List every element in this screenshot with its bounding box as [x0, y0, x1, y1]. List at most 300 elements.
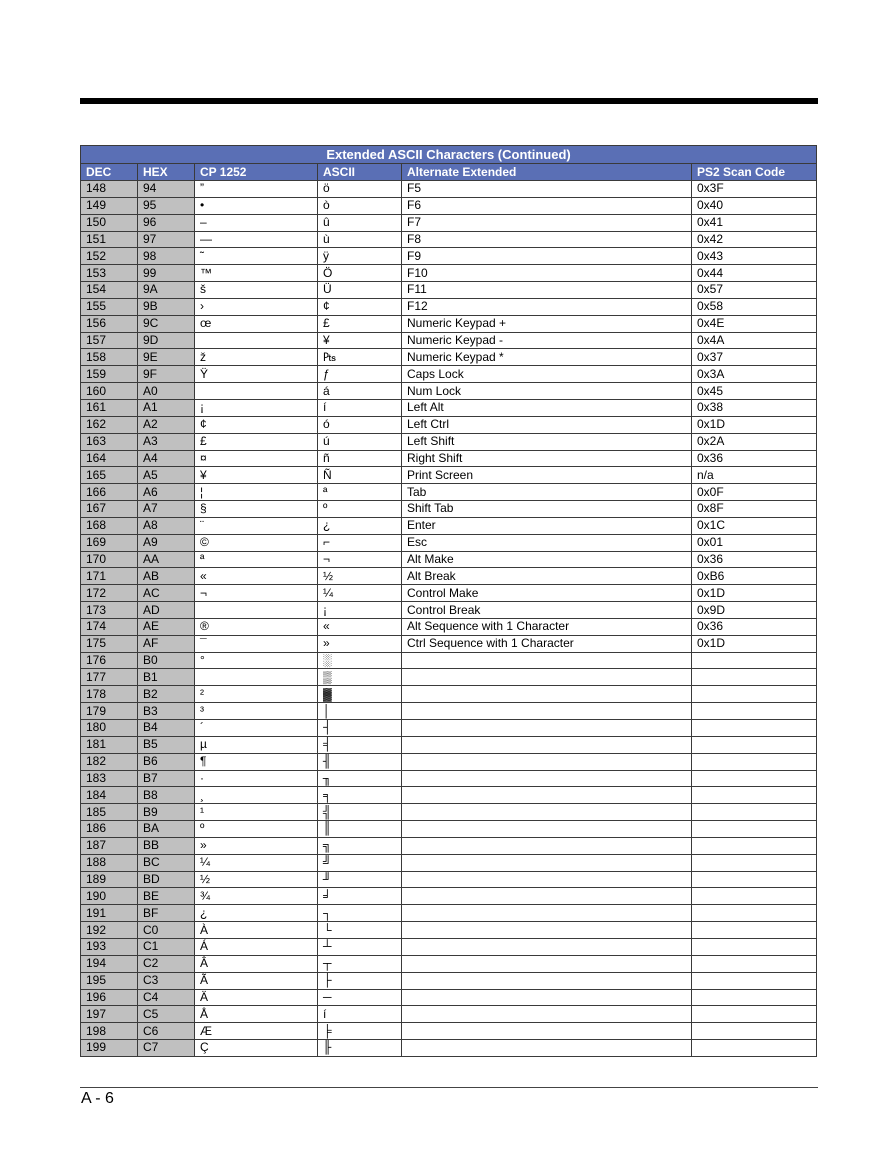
- table-row: [81, 383, 817, 400]
- cell-cp1252: [195, 602, 318, 619]
- cell-ps2-scan-code: 0x43: [692, 248, 817, 265]
- cell-cp1252: š: [195, 282, 318, 299]
- table-row: [81, 248, 817, 265]
- cell-alternate-extended: [402, 972, 692, 989]
- table-row: [81, 922, 817, 939]
- cell-hex: A3: [138, 433, 195, 450]
- cell-cp1252: ¸: [195, 787, 318, 804]
- cell-cp1252: Æ: [195, 1023, 318, 1040]
- cell-ascii: ╖: [318, 770, 402, 787]
- cell-cp1252: ¶: [195, 753, 318, 770]
- cell-ps2-scan-code: 0x2A: [692, 433, 817, 450]
- cell-ps2-scan-code: 0x36: [692, 618, 817, 635]
- cell-alternate-extended: Control Make: [402, 585, 692, 602]
- cell-cp1252: Ç: [195, 1040, 318, 1057]
- cell-ascii: ¢: [318, 298, 402, 315]
- cell-ascii: ó: [318, 416, 402, 433]
- cell-hex: BA: [138, 821, 195, 838]
- cell-alternate-extended: [402, 1023, 692, 1040]
- cell-hex: B3: [138, 703, 195, 720]
- cell-hex: AF: [138, 635, 195, 652]
- table-title: Extended ASCII Characters (Continued): [81, 146, 817, 164]
- table-row: [81, 568, 817, 585]
- cell-alternate-extended: Control Break: [402, 602, 692, 619]
- table-row: [81, 534, 817, 551]
- cell-dec: 188: [81, 854, 138, 871]
- cell-alternate-extended: [402, 871, 692, 888]
- cell-ps2-scan-code: [692, 938, 817, 955]
- cell-ascii: í: [318, 1006, 402, 1023]
- cell-dec: 189: [81, 871, 138, 888]
- table-row: [81, 669, 817, 686]
- table-row: [81, 905, 817, 922]
- cell-alternate-extended: [402, 787, 692, 804]
- cell-alternate-extended: Ctrl Sequence with 1 Character: [402, 635, 692, 652]
- cell-ps2-scan-code: 0x45: [692, 383, 817, 400]
- cell-hex: AA: [138, 551, 195, 568]
- cell-ps2-scan-code: 0x8F: [692, 501, 817, 518]
- cell-cp1252: ›: [195, 298, 318, 315]
- cell-hex: C3: [138, 972, 195, 989]
- cell-ascii: Ü: [318, 282, 402, 299]
- cell-alternate-extended: Left Ctrl: [402, 416, 692, 433]
- cell-cp1252: ¹: [195, 804, 318, 821]
- cell-ascii: ╝: [318, 854, 402, 871]
- cell-hex: B4: [138, 720, 195, 737]
- cell-cp1252: —: [195, 231, 318, 248]
- table-row: [81, 989, 817, 1006]
- table-row: [81, 399, 817, 416]
- cell-hex: AE: [138, 618, 195, 635]
- cell-dec: 172: [81, 585, 138, 602]
- cell-dec: 196: [81, 989, 138, 1006]
- cell-ps2-scan-code: 0x1C: [692, 517, 817, 534]
- cell-hex: 99: [138, 265, 195, 282]
- cell-ascii: ¼: [318, 585, 402, 602]
- cell-ascii: ╢: [318, 753, 402, 770]
- cell-ps2-scan-code: [692, 804, 817, 821]
- table-row: [81, 686, 817, 703]
- cell-ps2-scan-code: [692, 703, 817, 720]
- cell-cp1252: ¢: [195, 416, 318, 433]
- cell-cp1252: ²: [195, 686, 318, 703]
- cell-cp1252: ·: [195, 770, 318, 787]
- cell-alternate-extended: [402, 669, 692, 686]
- cell-hex: C7: [138, 1040, 195, 1057]
- cell-dec: 179: [81, 703, 138, 720]
- cell-dec: 151: [81, 231, 138, 248]
- cell-dec: 190: [81, 888, 138, 905]
- cell-hex: 9C: [138, 315, 195, 332]
- cell-ps2-scan-code: [692, 854, 817, 871]
- cell-ps2-scan-code: [692, 905, 817, 922]
- cell-cp1252: ˜: [195, 248, 318, 265]
- table-row: [81, 197, 817, 214]
- cell-ascii: ¡: [318, 602, 402, 619]
- cell-dec: 187: [81, 837, 138, 854]
- table-row: [81, 231, 817, 248]
- table-header-row: [81, 164, 817, 181]
- column-header-alternate-extended: Alternate Extended: [402, 164, 692, 181]
- cell-dec: 155: [81, 298, 138, 315]
- table-row: [81, 821, 817, 838]
- cell-cp1252: ´: [195, 720, 318, 737]
- cell-ps2-scan-code: 0x44: [692, 265, 817, 282]
- table-row: [81, 349, 817, 366]
- table-row: [81, 332, 817, 349]
- cell-dec: 171: [81, 568, 138, 585]
- table-row: [81, 837, 817, 854]
- cell-ascii: ½: [318, 568, 402, 585]
- cell-alternate-extended: Left Shift: [402, 433, 692, 450]
- cell-cp1252: »: [195, 837, 318, 854]
- cell-ps2-scan-code: [692, 922, 817, 939]
- cell-dec: 149: [81, 197, 138, 214]
- cell-ascii: ░: [318, 652, 402, 669]
- cell-dec: 194: [81, 955, 138, 972]
- cell-hex: A2: [138, 416, 195, 433]
- cell-dec: 199: [81, 1040, 138, 1057]
- cell-ps2-scan-code: [692, 955, 817, 972]
- cell-hex: C4: [138, 989, 195, 1006]
- column-header-hex: HEX: [138, 164, 195, 181]
- cell-ps2-scan-code: [692, 736, 817, 753]
- cell-dec: 193: [81, 938, 138, 955]
- column-header-ascii: ASCII: [318, 164, 402, 181]
- cell-ps2-scan-code: [692, 1040, 817, 1057]
- cell-alternate-extended: Tab: [402, 484, 692, 501]
- cell-dec: 197: [81, 1006, 138, 1023]
- cell-dec: 186: [81, 821, 138, 838]
- cell-alternate-extended: Num Lock: [402, 383, 692, 400]
- table-row: [81, 770, 817, 787]
- cell-cp1252: ž: [195, 349, 318, 366]
- cell-ps2-scan-code: [692, 753, 817, 770]
- cell-hex: 96: [138, 214, 195, 231]
- cell-ps2-scan-code: [692, 720, 817, 737]
- cell-cp1252: Ä: [195, 989, 318, 1006]
- cell-ascii: »: [318, 635, 402, 652]
- cell-hex: AB: [138, 568, 195, 585]
- cell-alternate-extended: [402, 804, 692, 821]
- cell-dec: 175: [81, 635, 138, 652]
- cell-cp1252: ¾: [195, 888, 318, 905]
- cell-cp1252: Å: [195, 1006, 318, 1023]
- cell-ascii: ¬: [318, 551, 402, 568]
- cell-dec: 154: [81, 282, 138, 299]
- cell-hex: B5: [138, 736, 195, 753]
- cell-ascii: Ö: [318, 265, 402, 282]
- cell-hex: C5: [138, 1006, 195, 1023]
- cell-hex: A5: [138, 467, 195, 484]
- cell-ps2-scan-code: 0x1D: [692, 585, 817, 602]
- cell-dec: 169: [81, 534, 138, 551]
- cell-ascii: ƒ: [318, 366, 402, 383]
- cell-alternate-extended: Left Alt: [402, 399, 692, 416]
- cell-dec: 180: [81, 720, 138, 737]
- table-row: [81, 517, 817, 534]
- cell-alternate-extended: Print Screen: [402, 467, 692, 484]
- cell-alternate-extended: Alt Sequence with 1 Character: [402, 618, 692, 635]
- table-row: [81, 298, 817, 315]
- cell-ps2-scan-code: [692, 837, 817, 854]
- cell-cp1252: °: [195, 652, 318, 669]
- cell-alternate-extended: [402, 686, 692, 703]
- cell-ps2-scan-code: [692, 1023, 817, 1040]
- cell-ps2-scan-code: 0x0F: [692, 484, 817, 501]
- table-row: [81, 1023, 817, 1040]
- cell-cp1252: £: [195, 433, 318, 450]
- cell-ascii: º: [318, 501, 402, 518]
- cell-dec: 192: [81, 922, 138, 939]
- cell-hex: A7: [138, 501, 195, 518]
- cell-cp1252: ¬: [195, 585, 318, 602]
- cell-ascii: ú: [318, 433, 402, 450]
- table-body: [81, 181, 817, 1057]
- cell-ps2-scan-code: 0x42: [692, 231, 817, 248]
- table-row: [81, 938, 817, 955]
- cell-ascii: Ñ: [318, 467, 402, 484]
- table-row: [81, 416, 817, 433]
- cell-alternate-extended: Shift Tab: [402, 501, 692, 518]
- cell-hex: B8: [138, 787, 195, 804]
- cell-ascii: ─: [318, 989, 402, 1006]
- table-row: [81, 888, 817, 905]
- cell-hex: B2: [138, 686, 195, 703]
- table-row: [81, 720, 817, 737]
- cell-cp1252: Â: [195, 955, 318, 972]
- cell-ps2-scan-code: 0x40: [692, 197, 817, 214]
- cell-hex: A1: [138, 399, 195, 416]
- cell-ps2-scan-code: 0x38: [692, 399, 817, 416]
- cell-dec: 198: [81, 1023, 138, 1040]
- cell-dec: 160: [81, 383, 138, 400]
- cell-ascii: ñ: [318, 450, 402, 467]
- table-row: [81, 753, 817, 770]
- cell-ps2-scan-code: [692, 972, 817, 989]
- table-row: [81, 618, 817, 635]
- cell-ps2-scan-code: 0x57: [692, 282, 817, 299]
- cell-ascii: └: [318, 922, 402, 939]
- cell-dec: 162: [81, 416, 138, 433]
- cell-ascii: ┤: [318, 720, 402, 737]
- cell-ascii: ¥: [318, 332, 402, 349]
- page-number: A - 6: [81, 1090, 114, 1107]
- table-row: [81, 501, 817, 518]
- cell-dec: 161: [81, 399, 138, 416]
- cell-cp1252: ¥: [195, 467, 318, 484]
- cell-alternate-extended: Alt Make: [402, 551, 692, 568]
- table-row: [81, 635, 817, 652]
- cell-alternate-extended: [402, 922, 692, 939]
- cell-dec: 159: [81, 366, 138, 383]
- cell-ps2-scan-code: 0x36: [692, 450, 817, 467]
- cell-dec: 195: [81, 972, 138, 989]
- cell-dec: 177: [81, 669, 138, 686]
- cell-cp1252: µ: [195, 736, 318, 753]
- cell-cp1252: ½: [195, 871, 318, 888]
- cell-ascii: ⌐: [318, 534, 402, 551]
- table-row: [81, 433, 817, 450]
- cell-hex: A4: [138, 450, 195, 467]
- cell-cp1252: [195, 383, 318, 400]
- cell-ascii: í: [318, 399, 402, 416]
- table-row: [81, 366, 817, 383]
- cell-cp1252: [195, 332, 318, 349]
- cell-alternate-extended: [402, 770, 692, 787]
- cell-ps2-scan-code: 0x37: [692, 349, 817, 366]
- cell-alternate-extended: [402, 821, 692, 838]
- cell-cp1252: ¨: [195, 517, 318, 534]
- cell-hex: 94: [138, 181, 195, 198]
- column-header-cp1252: CP 1252: [195, 164, 318, 181]
- table-row: [81, 450, 817, 467]
- cell-alternate-extended: Caps Lock: [402, 366, 692, 383]
- cell-cp1252: ¿: [195, 905, 318, 922]
- cell-ascii: ├: [318, 972, 402, 989]
- cell-dec: 185: [81, 804, 138, 821]
- cell-ascii: ¿: [318, 517, 402, 534]
- cell-alternate-extended: F8: [402, 231, 692, 248]
- cell-ps2-scan-code: 0xB6: [692, 568, 817, 585]
- cell-hex: C1: [138, 938, 195, 955]
- cell-ps2-scan-code: 0x3F: [692, 181, 817, 198]
- cell-dec: 165: [81, 467, 138, 484]
- cell-dec: 182: [81, 753, 138, 770]
- table-row: [81, 551, 817, 568]
- cell-dec: 184: [81, 787, 138, 804]
- cell-cp1252: •: [195, 197, 318, 214]
- table-row: [81, 703, 817, 720]
- table-row: [81, 804, 817, 821]
- cell-ascii: ▒: [318, 669, 402, 686]
- cell-ascii: ║: [318, 821, 402, 838]
- cell-alternate-extended: [402, 837, 692, 854]
- cell-cp1252: ©: [195, 534, 318, 551]
- cell-alternate-extended: Alt Break: [402, 568, 692, 585]
- cell-alternate-extended: [402, 1040, 692, 1057]
- cell-ps2-scan-code: [692, 1006, 817, 1023]
- cell-ascii: ▓: [318, 686, 402, 703]
- cell-cp1252: ™: [195, 265, 318, 282]
- column-header-ps2-scan-code: PS2 Scan Code: [692, 164, 817, 181]
- cell-ascii: ù: [318, 231, 402, 248]
- cell-ps2-scan-code: [692, 770, 817, 787]
- cell-hex: B6: [138, 753, 195, 770]
- cell-ps2-scan-code: 0x4A: [692, 332, 817, 349]
- table-row: [81, 265, 817, 282]
- cell-ascii: ╟: [318, 1040, 402, 1057]
- cell-alternate-extended: [402, 955, 692, 972]
- cell-ps2-scan-code: [692, 989, 817, 1006]
- cell-ps2-scan-code: 0x9D: [692, 602, 817, 619]
- cell-alternate-extended: [402, 703, 692, 720]
- cell-hex: B9: [138, 804, 195, 821]
- cell-dec: 148: [81, 181, 138, 198]
- cell-alternate-extended: [402, 720, 692, 737]
- table-row: [81, 315, 817, 332]
- cell-alternate-extended: [402, 888, 692, 905]
- cell-ps2-scan-code: 0x1D: [692, 416, 817, 433]
- table-row: [81, 736, 817, 753]
- cell-dec: 183: [81, 770, 138, 787]
- table-row: [81, 181, 817, 198]
- cell-alternate-extended: Numeric Keypad -: [402, 332, 692, 349]
- cell-cp1252: Ã: [195, 972, 318, 989]
- cell-cp1252: º: [195, 821, 318, 838]
- table-row: [81, 955, 817, 972]
- cell-cp1252: ª: [195, 551, 318, 568]
- table-row: [81, 871, 817, 888]
- cell-ascii: ╗: [318, 837, 402, 854]
- cell-ps2-scan-code: [692, 888, 817, 905]
- cell-hex: BE: [138, 888, 195, 905]
- cell-cp1252: §: [195, 501, 318, 518]
- table-row: [81, 787, 817, 804]
- cell-cp1252: ¼: [195, 854, 318, 871]
- cell-dec: 178: [81, 686, 138, 703]
- cell-ascii: ┴: [318, 938, 402, 955]
- cell-cp1252: ®: [195, 618, 318, 635]
- cell-cp1252: Ÿ: [195, 366, 318, 383]
- table-row: [81, 282, 817, 299]
- table-row: [81, 602, 817, 619]
- cell-hex: 97: [138, 231, 195, 248]
- cell-alternate-extended: [402, 854, 692, 871]
- cell-hex: C0: [138, 922, 195, 939]
- cell-dec: 166: [81, 484, 138, 501]
- cell-hex: BF: [138, 905, 195, 922]
- cell-alternate-extended: F5: [402, 181, 692, 198]
- cell-alternate-extended: F11: [402, 282, 692, 299]
- cell-hex: BB: [138, 837, 195, 854]
- table-row: [81, 854, 817, 871]
- cell-dec: 153: [81, 265, 138, 282]
- cell-ps2-scan-code: [692, 669, 817, 686]
- cell-ascii: ö: [318, 181, 402, 198]
- cell-ps2-scan-code: 0x58: [692, 298, 817, 315]
- cell-cp1252: ¤: [195, 450, 318, 467]
- table-row: [81, 467, 817, 484]
- cell-dec: 181: [81, 736, 138, 753]
- cell-ascii: ┐: [318, 905, 402, 922]
- cell-hex: 9A: [138, 282, 195, 299]
- column-header-dec: DEC: [81, 164, 138, 181]
- cell-ps2-scan-code: [692, 652, 817, 669]
- cell-ascii: ╣: [318, 804, 402, 821]
- cell-alternate-extended: [402, 938, 692, 955]
- cell-hex: 9F: [138, 366, 195, 383]
- cell-cp1252: ³: [195, 703, 318, 720]
- cell-hex: 9E: [138, 349, 195, 366]
- cell-hex: C2: [138, 955, 195, 972]
- cell-hex: BD: [138, 871, 195, 888]
- table-row: [81, 214, 817, 231]
- cell-alternate-extended: F9: [402, 248, 692, 265]
- cell-dec: 174: [81, 618, 138, 635]
- cell-dec: 164: [81, 450, 138, 467]
- cell-alternate-extended: Enter: [402, 517, 692, 534]
- header-rule: [80, 98, 818, 104]
- cell-ascii: ÿ: [318, 248, 402, 265]
- cell-alternate-extended: Right Shift: [402, 450, 692, 467]
- cell-cp1252: –: [195, 214, 318, 231]
- cell-hex: 9B: [138, 298, 195, 315]
- cell-ps2-scan-code: 0x36: [692, 551, 817, 568]
- cell-hex: BC: [138, 854, 195, 871]
- cell-hex: A0: [138, 383, 195, 400]
- cell-dec: 170: [81, 551, 138, 568]
